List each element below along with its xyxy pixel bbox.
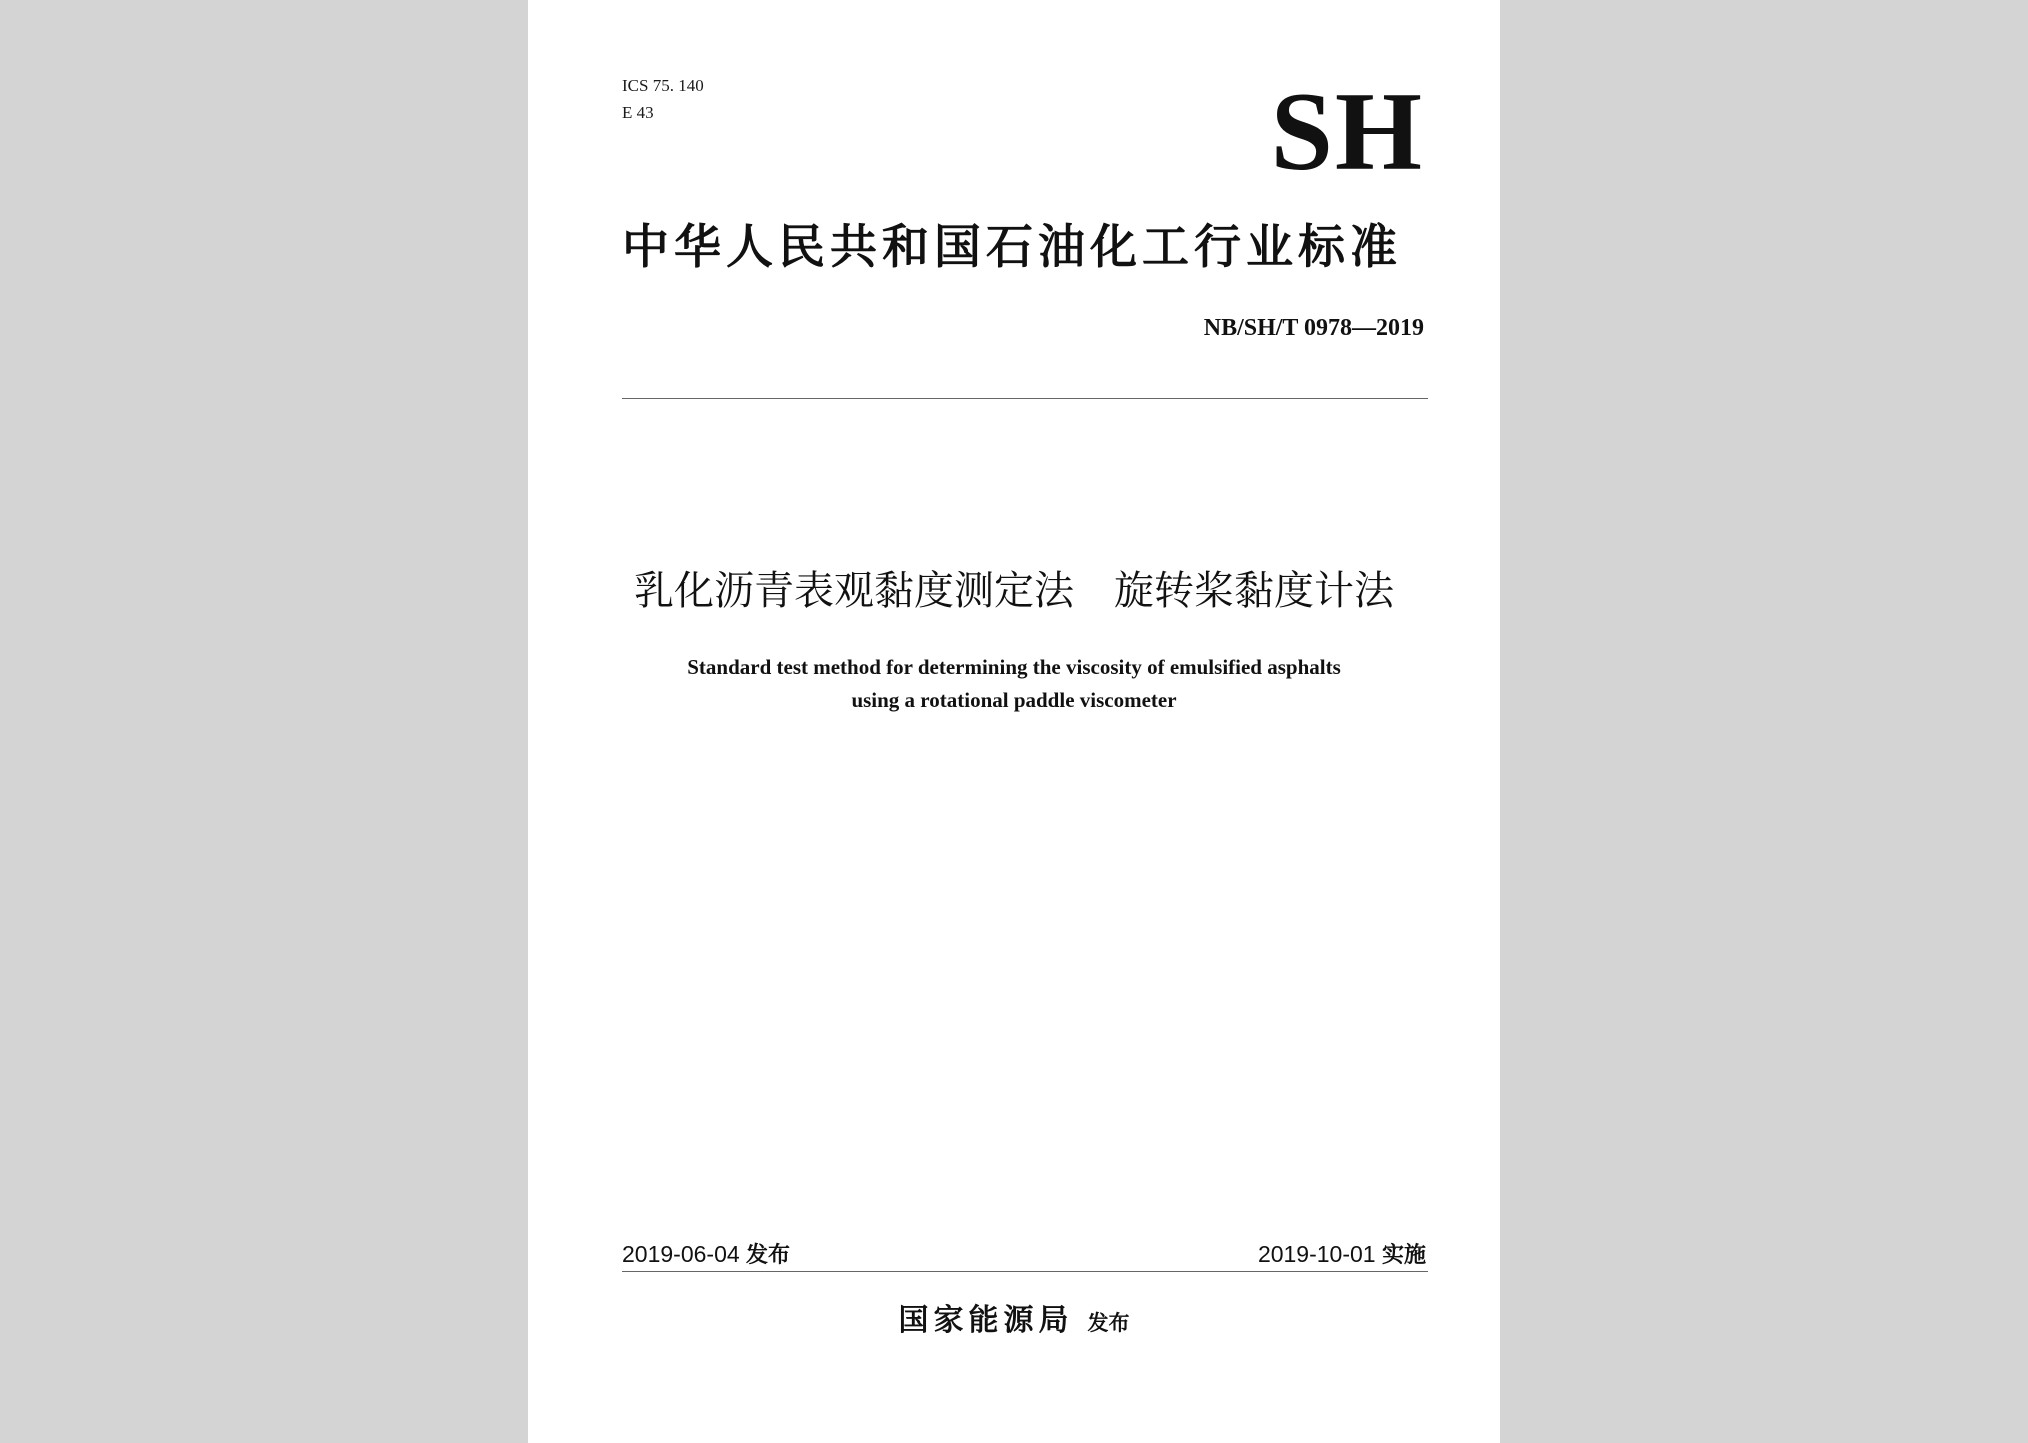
- effective-date-label: 实施: [1381, 1243, 1426, 1268]
- publish-date-label: 发布: [746, 1243, 791, 1268]
- issuer-action: 发布: [1087, 1311, 1130, 1335]
- bottom-divider: [622, 1271, 1428, 1272]
- ics-code: ICS 75. 140: [622, 76, 704, 95]
- document-page: [528, 0, 1500, 1443]
- issuer-name: 国家能源局: [898, 1303, 1074, 1338]
- document-title-chinese: 乳化沥青表观黏度测定法 旋转桨黏度计法: [634, 568, 1394, 614]
- classification-code: E 43: [622, 103, 654, 122]
- effective-date: [1258, 1243, 1426, 1267]
- issuing-authority: [528, 1303, 1500, 1338]
- top-divider: [622, 398, 1428, 399]
- publish-date: [622, 1243, 790, 1267]
- effective-date-value: 2019-10-01: [1257, 1241, 1376, 1267]
- standard-number: NB/SH/T 0978—2019: [1203, 315, 1424, 341]
- document-title-english-line2: using a rotational paddle viscometer: [851, 688, 1177, 712]
- standard-code-mark: SH: [1270, 70, 1424, 194]
- document-title-english-line1: Standard test method for determining the viscosity of emulsified asphalts: [687, 655, 1341, 679]
- industry-standard-title: 中华人民共和国石油化工行业标准: [622, 220, 1402, 275]
- publish-date-value: 2019-06-04: [622, 1241, 740, 1267]
